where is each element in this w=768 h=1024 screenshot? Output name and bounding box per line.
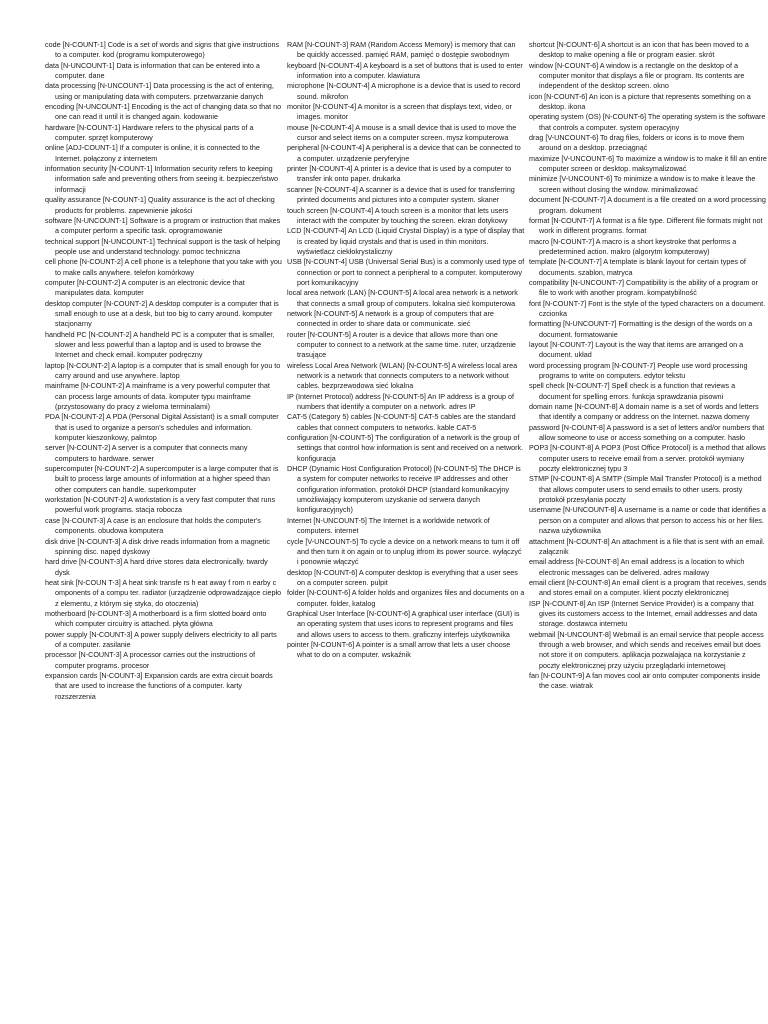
- glossary-entry: heat sink [N-COUN T-3] A heat sink transfe rs h eat away f rom n earby c omponents of a compu ter. radiator (urządzenie odprowadzające ciepło z elementu, z którym się styka, do otoczenia): [45, 577, 282, 608]
- glossary-entry: desktop computer [N-COUNT-2] A desktop computer is a computer that is small enough to use at a desk, but too big to carry around. komputer stacjonarny: [45, 298, 279, 329]
- glossary-entry: DHCP (Dynamic Host Configuration Protocol) [N-COUNT-5] The DHCP is a system for computer networks to receive IP addresses and other configuration information. protokół DHCP (standard komunikacyjny umożliwiający komputerom uzyskanie od serwera danych konfiguracyjnych): [287, 464, 521, 515]
- glossary-entry: supercomputer [N-COUNT-2] A supercomputer is a large computer that is built to process large amounts of information at a higher speed than other computers can handle. superkomputer: [45, 464, 279, 494]
- glossary-entry: router [N-COUNT-5] A router is a device that allows more than one computer to connect to a network at the same time. ruter, urządzenie trasujące: [287, 329, 516, 360]
- glossary-entry: peripheral [N-COUNT-4] A peripheral is a device that can be connected to a computer. urządzenie peryferyjne: [287, 143, 521, 163]
- glossary-entry: microphone [N-COUNT-4] A microphone is a device that is used to record sound. mikrofon: [287, 81, 521, 101]
- glossary-entry: software [N-UNCOUNT-1] Software is a program or instruction that makes a computer perform a specific task. oprogramowanie: [45, 215, 281, 236]
- glossary-entry: code [N-COUNT-1] Code is a set of words and signs that give instructions to a computer. kod (programu komputerowego): [45, 40, 280, 60]
- glossary-entry: CAT-5 (Category 5) cables [N-COUNT-5] CAT-5 cables are the standard cables that connect computers to networks. kable CAT-5: [287, 412, 516, 432]
- glossary-entry: username [N-UNCOUNT-8] A username is a name or code that identifies a person on a computer and allows that person to access his or her files. nazwa użytkownika: [529, 505, 766, 536]
- glossary-entry: macro [N-COUNT-7] A macro is a short keystroke that performs a predetermined action. makro (algorytm komputerowy): [529, 236, 737, 256]
- glossary-entry: STMP [N-COUNT-8] A SMTP (Simple Mail Transfer Protocol) is a method that allows computer users to send emails to other users. prosty protokół przesyłania poczty: [529, 474, 762, 505]
- glossary-entry: Graphical User Interface [N-COUNT-6] A graphical user interface (GUI) is an operating system that uses icons to represent programs and files and allows users to access to them. graficzny interfejs użytkownika: [287, 608, 520, 639]
- glossary-entry: data [N-UNCOUNT-1] Data is information that can be entered into a computer. dane: [45, 60, 260, 81]
- glossary-entry: configuration [N-COUNT-5] The configuration of a network is the group of settings that control how information is sent and received on a network. konfiguracja: [287, 433, 524, 463]
- glossary-entry: power supply [N-COUNT-3] A power supply delivers electricity to all parts of a computer. zasilanie: [45, 629, 277, 649]
- glossary-entry: attachment [N-COUNT-8] An attachment is a file that is sent with an email. załącznik: [529, 536, 765, 556]
- glossary-entry: motherboard [N-COUNT-3] A motherboard is a firm slotted board onto which computer circuitry is attached. płyta główna: [45, 608, 267, 629]
- glossary-entry: password [N-COUNT-8] A password is a set of letters and/or numbers that allow someone to use or access something on a computer. hasło: [529, 422, 765, 443]
- glossary-entry: mainframe [N-COUNT-2] A mainframe is a very powerful computer that can process large amounts of data. komputer typu mainframe (przystosowany do pracy z wieloma terminalami): [45, 381, 270, 412]
- glossary-entry: encoding [N-UNCOUNT-1] Encoding is the act of changing data so that no one can read it until it is changed again. kodowanie: [45, 102, 282, 122]
- glossary-entry: monitor [N-COUNT-4] A monitor is a screen that displays text, video, or images. monitor: [287, 102, 512, 122]
- glossary-entry: formatting [N-UNCOUNT-7] Formatting is the design of the words on a document. formatowanie: [529, 319, 753, 339]
- glossary-entry: handheld PC [N-COUNT-2] A handheld PC is a computer that is smaller, slower and less powerful than a laptop and is used to browse the Internet and check email. komputer podręczny: [45, 329, 275, 360]
- glossary-entry: minimize [V-UNCOUNT-6] To minimize a window is to make it leave the screen without closing the window. minimalizować: [529, 174, 756, 194]
- glossary-entry: template [N-COUNT-7] A template is blank layout for certain types of documents. szablon, matryca: [529, 257, 746, 277]
- glossary-entry: data processing [N-UNCOUNT-1] Data processing is the act of entering, using or manipulating data with computers. przetwarzanie danych: [45, 81, 274, 101]
- glossary-entry: desktop [N-COUNT-6] A computer desktop is everything that a user sees on a computer screen. pulpit: [287, 567, 518, 587]
- glossary-entry: RAM [N-COUNT-3] RAM (Random Access Memory) is memory that can be quickly accessed. pamięć RAM, pamięć o dostępie swobodnym: [287, 40, 516, 60]
- glossary-entry: folder [N-COUNT-6] A folder holds and organizes files and documents on a computer. folder, katalog: [287, 588, 525, 608]
- glossary-entry: expansion cards [N-COUNT-3] Expansion cards are extra circuit boards that are used to increase the functions of a computer. karty rozszerzenia: [45, 670, 273, 701]
- glossary-entry: cell phone [N-COUNT-2] A cell phone is a telephone that you take with you to make calls anywhere. telefon komórkowy: [45, 257, 282, 277]
- glossary-entry: word processing program [N-COUNT-7] People use word processing programs to write on computers. edytor tekstu: [529, 360, 748, 380]
- glossary-entry: POP3 [N-COUNT-8] A POP3 (Post Office Protocol) is a method that allows computer users to receive email from a server. protokół wymiany poczty elektronicznej typu 3: [529, 443, 766, 474]
- glossary-entry: scanner [N-COUNT-4] A scanner is a device that is used for transferring printed documents and pictures into a computer system. skaner: [287, 184, 515, 205]
- glossary-entry: information security [N-COUNT-1] Information security refers to keeping information safe and preventing others from seeing it. bezpieczeństwo informacji: [45, 164, 278, 194]
- glossary-entry: laptop [N-COUNT-2] A laptop is a computer that is small enough for you to carry around and use anywhere. laptop: [45, 360, 281, 380]
- glossary-column-2: [287, 40, 525, 1024]
- glossary-entry: touch screen [N-COUNT-4] A touch screen is a monitor that lets users interact with the computer by touching the screen. ekran dotykowy: [287, 205, 509, 225]
- glossary-entry: case [N-COUNT-3] A case is an enclosure that holds the computer's components. obudowa komputera: [45, 515, 261, 536]
- glossary-entry: hard drive [N-COUNT-3] A hard drive stores data electronically. twardy dysk: [45, 557, 268, 577]
- glossary-entry: spell check [N-COUNT-7] Spell check is a function that reviews a document for spelling errors. funkcja sprawdzania pisowni: [529, 381, 736, 401]
- glossary-entry: local area network (LAN) [N-COUNT-5] A local area network is a network that connects a small group of computers. lokalna sieć komputerowa: [287, 288, 518, 308]
- glossary-entry: domain name [N-COUNT-8] A domain name is a set of words and letters that identify a company or address on the Internet. nazwa domeny: [529, 402, 759, 422]
- glossary-entry: quality assurance [N-COUNT-1] Quality assurance is the act of checking products for problems. zapewnienie jakości: [45, 195, 275, 215]
- glossary-entry: printer [N-COUNT-4] A printer is a device that is used by a computer to transfer ink onto paper. drukarka: [287, 164, 512, 184]
- glossary-column-1: [45, 40, 283, 1024]
- glossary-entry: computer [N-COUNT-2] A computer is an electronic device that manipulates data. komputer: [45, 277, 245, 298]
- glossary-entry: layout [N-COUNT-7] Layout is the way that items are arranged on a document. układ: [529, 339, 744, 360]
- glossary-entry: font [N-COUNT-7] Font is the style of the typed characters on a document. czcionka: [529, 298, 766, 318]
- glossary-entry: network [N-COUNT-5] A network is a group of computers that are connected in order to share data or communicate. sieć: [287, 308, 494, 329]
- glossary-entry: technical support [N-UNCOUNT-1] Technical support is the task of helping people use and understand technology. pomoc techniczna: [45, 236, 281, 256]
- glossary-entry: format [N-COUNT-7] A format is a file type. Different file formats might not work in different programs. format: [529, 215, 763, 236]
- glossary-entry: pointer [N-COUNT-6] A pointer is a small arrow that lets a user choose what to do on a computer. wskaźnik: [287, 639, 511, 660]
- glossary-column-3: [529, 40, 767, 1024]
- glossary-entry: webmail [N-UNCOUNT-8] Webmail is an email service that people access through a web browser, and which sends and receives email but does not store it on computers. aplikacja pozwalająca na korzystanie z poczty elektronicznej przy użyciu przeglądarki internetowej: [529, 629, 764, 670]
- glossary-entry: maximize [V-UNCOUNT-6] To maximize a window is to make it fill an entire computer screen or desktop. maksymalizować: [529, 153, 767, 174]
- glossary-entry: server [N-COUNT-2] A server is a computer that connects many computers to hardware. serwer: [45, 443, 248, 463]
- glossary-entry: document [N-COUNT-7] A document is a file created on a word processing program. dokument: [529, 195, 766, 215]
- glossary-entry: cycle [V-UNCOUNT-5] To cycle a device on a network means to turn it off and then turn it on again or to unplug itfrom its power source. wyłączyć i ponownie włączyć: [287, 536, 522, 567]
- glossary-entry: wireless Local Area Network (WLAN) [N-COUNT-5] A wireless local area network is a network that connects computers to a network without cables. bezprzewodowa sieć lokalna: [287, 360, 518, 391]
- glossary-entry: mouse [N-COUNT-4] A mouse is a small device that is used to move the cursor and select items on a computer screen. mysz komputerowa: [287, 122, 517, 143]
- glossary-entry: IP (Internet Protocol) address [N-COUNT-5] An IP address is a group of numbers that identify a computer on a network. adres IP: [287, 391, 515, 412]
- glossary-entry: compatibility [N-UNCOUNT-7] Compatibility is the ability of a program or file to work with another program. kompatybilność: [529, 277, 758, 298]
- glossary-entry: email client [N-COUNT-8] An email client is a program that receives, sends and stores email on a computer. klient poczty elektronicznej: [529, 577, 767, 598]
- glossary-entry: window [N-COUNT-6] A window is a rectangle on the desktop of a computer monitor that displays a file or program. Its contents are independent of the desktop screen. okno: [529, 60, 745, 91]
- glossary-entry: USB [N-COUNT-4] USB (Universal Serial Bus) is a commonly used type of connection or port to connect a peripheral to a computer. komputerowy port komunikacyjny: [287, 257, 525, 287]
- glossary-entry: drag [V-UNCOUNT-6] To drag files, folders or icons is to move them around on a desktop. przeciągnąć: [529, 133, 745, 153]
- glossary-entry: PDA [N-COUNT-2] A PDA (Personal Digital Assistant) is a small computer that is used to organize a person's schedules and information. komputer kieszonkowy, palmtop: [45, 412, 279, 443]
- glossary-entry: hardware [N-COUNT-1] Hardware refers to the physical parts of a computer. sprzęt komputerowy: [45, 122, 254, 143]
- glossary-entry: workstation [N-COUNT-2] A workstation is a very fast computer that runs powerful work programs. stacja robocza: [45, 495, 276, 515]
- glossary-entry: disk drive [N-COUNT-3] A disk drive reads information from a magnetic spinning disc. napęd dyskowy: [45, 536, 270, 556]
- glossary-entry: fan [N-COUNT-9] A fan moves cool air onto computer components inside the case. wiatrak: [529, 670, 761, 691]
- glossary-entry: LCD [N-COUNT-4] An LCD (Liquid Crystal Display) is a type of display that is created by liquid crystals and that is used in thin monitors. wyświetlacz ciekłokrystaliczny: [287, 226, 525, 256]
- glossary-entry: ISP [N-COUNT-8] An ISP (Internet Service Provider) is a company that gives its customers access to the Internet, email addresses and data storage. dostawca internetu: [529, 598, 758, 629]
- glossary-entry: icon [N-COUNT-6] An icon is a picture that represents something on a desktop. ikona: [529, 91, 751, 112]
- glossary-entry: processor [N-COUNT-3] A processor carries out the instructions of computer programs. procesor: [45, 650, 256, 670]
- glossary-entry: shortcut [N-COUNT-6] A shortcut is an icon that has been moved to a desktop to make opening a file or program easier. skrót: [529, 40, 749, 60]
- glossary-entry: Internet [N-UNCOUNT-5] The Internet is a worldwide network of computers. internet: [287, 515, 490, 536]
- glossary-entry: operating system (OS) [N-COUNT-6] The operating system is the software that controls a computer. system operacyjny: [529, 112, 766, 132]
- glossary-entry: keyboard [N-COUNT-4] A keyboard is a set of buttons that is used to enter information into a computer. klawiatura: [287, 60, 523, 81]
- glossary-entry: online [ADJ-COUNT-1] If a computer is online, it is connected to the Internet. połączony z internetem: [45, 143, 260, 163]
- glossary-entry: email address [N-COUNT-8] An email address is a location to which electronic messages can be delivered. adres mailowy: [529, 557, 745, 577]
